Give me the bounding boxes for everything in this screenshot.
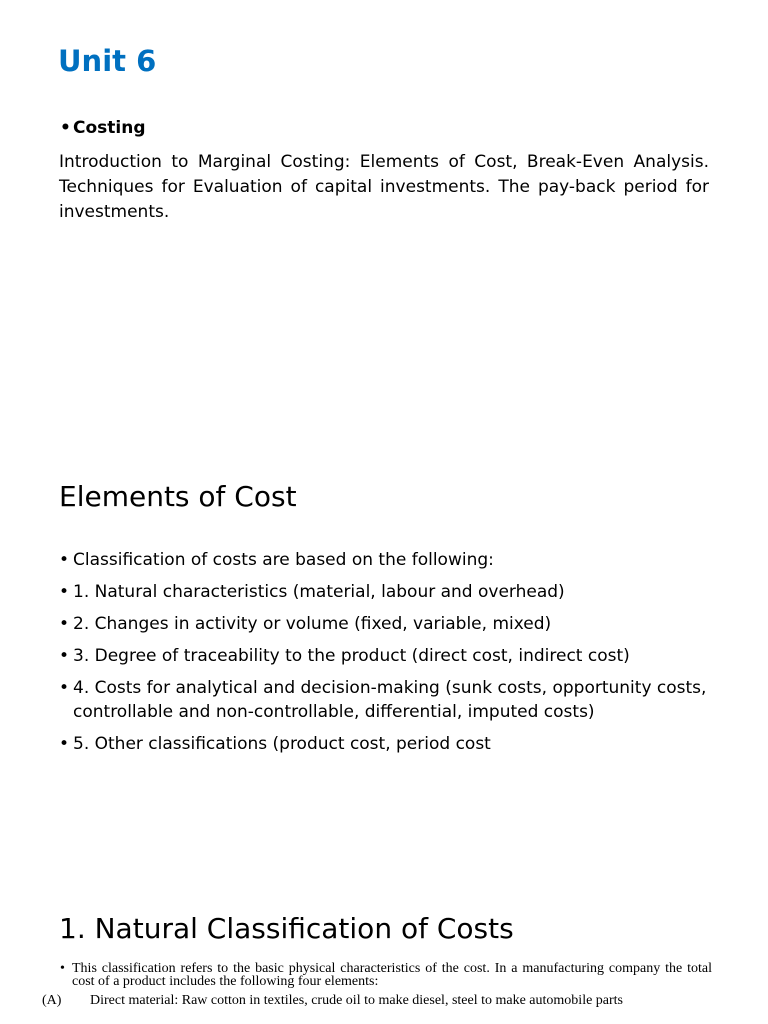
list-item-text: 3. Degree of traceability to the product (direct cost, indirect cost) <box>73 646 630 666</box>
intro-paragraph: Introduction to Marginal Costing: Elements of Cost, Break-Even Analysis. Techniques for Evaluation of capital investments. The pay-back period for investments. <box>59 152 709 222</box>
slide-natural-classification <box>0 864 768 1024</box>
list-item <box>59 732 719 756</box>
slide-unit-6 <box>0 0 768 432</box>
bullet-marker: • <box>59 582 70 602</box>
list-item <box>59 612 719 636</box>
bullet-marker: • <box>59 550 70 570</box>
slide-title: 1. Natural Classification of Costs <box>59 912 514 945</box>
list-item <box>59 580 719 604</box>
list-item <box>59 548 719 572</box>
slide-title: Elements of Cost <box>59 480 297 513</box>
bullet-text: Costing <box>73 118 146 138</box>
natural-classification-list <box>42 962 712 1007</box>
bullet-marker: • <box>59 734 70 754</box>
bullet-marker: • <box>60 118 71 138</box>
bullet-marker: • <box>59 614 70 634</box>
list-item <box>59 676 719 724</box>
list-item-text: 2. Changes in activity or volume (fixed, variable, mixed) <box>73 614 552 634</box>
bullet-costing <box>60 118 146 138</box>
list-item-text: 5. Other classifications (product cost, period cost <box>73 734 491 754</box>
classification-list <box>59 548 719 764</box>
list-item-text: 1. Natural characteristics (material, labour and overhead) <box>73 582 565 602</box>
item-label: (A) <box>42 993 62 1008</box>
list-item <box>42 994 712 1007</box>
bullet-marker: • <box>59 678 70 698</box>
list-item <box>59 644 719 668</box>
list-item <box>60 962 712 988</box>
slide-title: Unit 6 <box>58 44 157 78</box>
list-item-text: Direct material: Raw cotton in textiles, crude oil to make diesel, steel to make automobile parts <box>90 993 624 1008</box>
slide-elements-of-cost <box>0 432 768 864</box>
list-item-text: Classification of costs are based on the following: <box>73 550 494 570</box>
list-item-text: This classification refers to the basic physical characteristics of the cost. In a manufacturing company the total cost of a product includes the following four elements: <box>72 961 712 989</box>
list-item-text: 4. Costs for analytical and decision-making (sunk costs, opportunity costs, controllable and non-controllable, differential, imputed costs) <box>73 678 707 722</box>
bullet-marker: • <box>60 961 65 976</box>
bullet-marker: • <box>59 646 70 666</box>
